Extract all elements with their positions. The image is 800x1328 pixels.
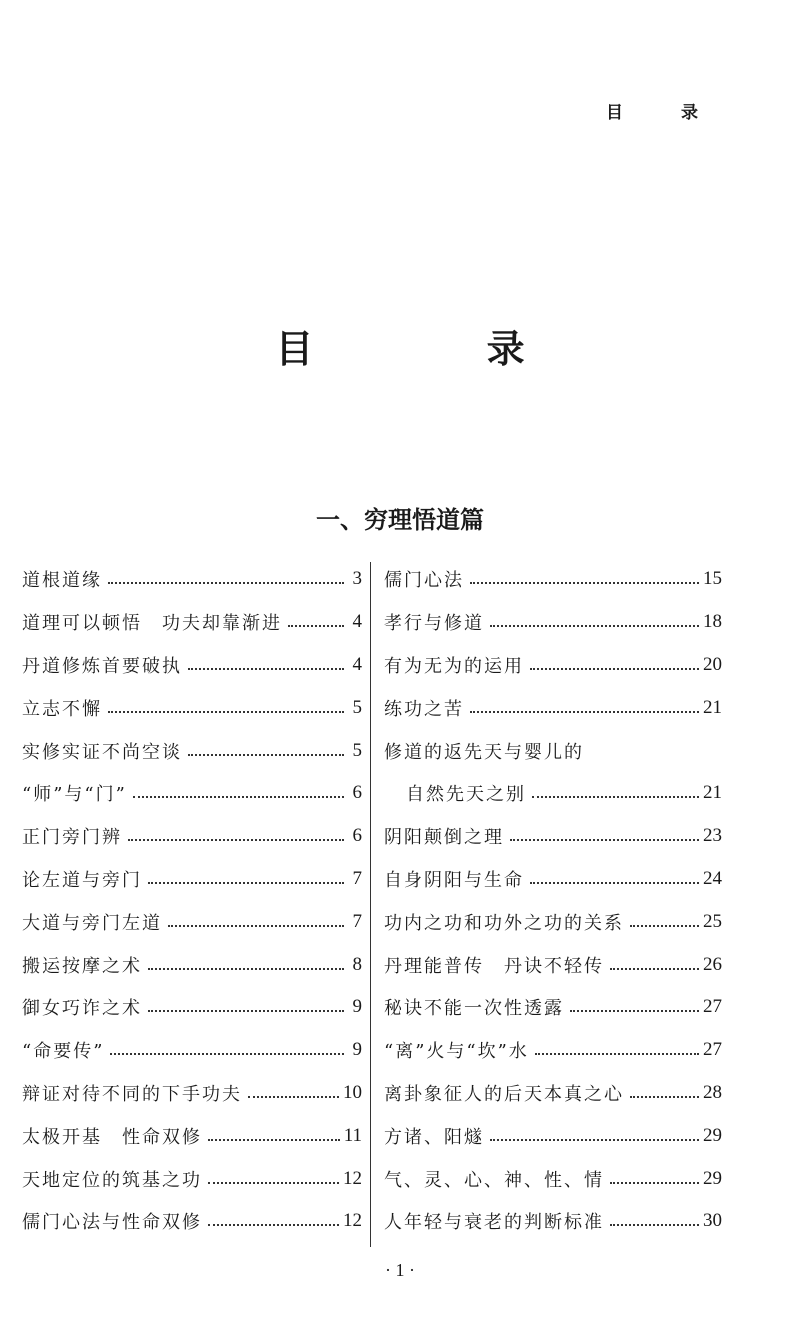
toc-entry[interactable]: [384, 558, 722, 601]
toc-entry-title: 离卦象征人的后天本真之心: [384, 1083, 624, 1105]
toc-entry[interactable]: [22, 900, 362, 943]
toc-entry-page: 28: [703, 1081, 722, 1103]
toc-entry-title: 论左道与旁门: [22, 869, 142, 891]
toc-entry-page: 30: [703, 1210, 722, 1232]
toc-entry-page: 4: [352, 653, 362, 675]
toc-entry-page: 4: [352, 611, 362, 633]
toc-entry[interactable]: [384, 858, 722, 901]
toc-entry-title: 自然先天之别: [406, 784, 526, 806]
toc-entry-title: 天地定位的筑基之功: [22, 1169, 202, 1191]
toc-entry[interactable]: [22, 772, 362, 815]
toc-entry-continuation[interactable]: [384, 772, 722, 815]
dot-leader: [208, 1139, 340, 1141]
toc-entry[interactable]: [384, 1114, 722, 1157]
dot-leader: [108, 582, 344, 584]
toc-entry[interactable]: [22, 686, 362, 729]
toc-entry-page: 25: [703, 910, 722, 932]
toc-entry[interactable]: [384, 729, 722, 772]
toc-entry-page: 11: [343, 1124, 362, 1146]
dot-leader: [148, 882, 344, 884]
toc-entry-title: 儒门心法: [384, 570, 464, 592]
toc-entry-page: 29: [703, 1124, 722, 1146]
toc-entry-title: 辩证对待不同的下手功夫: [22, 1083, 242, 1105]
toc-entry[interactable]: [22, 729, 362, 772]
page-title: 目 录: [275, 327, 605, 371]
toc-entry-page: 21: [703, 782, 722, 804]
toc-entry-title: 有为无为的运用: [384, 655, 524, 677]
dot-leader: [108, 711, 344, 713]
running-header: 目 录: [606, 103, 724, 123]
toc-entry[interactable]: [22, 1114, 362, 1157]
dot-leader: [470, 582, 699, 584]
dot-leader: [128, 839, 344, 841]
dot-leader: [630, 1096, 699, 1098]
toc-entry[interactable]: [384, 644, 722, 687]
dot-leader: [532, 796, 699, 798]
dot-leader: [490, 625, 699, 627]
toc-entry[interactable]: [22, 644, 362, 687]
toc-entry-page: 15: [703, 568, 722, 590]
table-of-contents: [22, 558, 722, 1248]
toc-entry-page: 7: [352, 867, 362, 889]
dot-leader: [248, 1096, 339, 1098]
toc-entry[interactable]: [22, 858, 362, 901]
toc-entry[interactable]: [22, 601, 362, 644]
dot-leader: [610, 1182, 699, 1184]
dot-leader: [168, 925, 344, 927]
dot-leader: [188, 668, 344, 670]
toc-entry-title: 大道与旁门左道: [22, 912, 162, 934]
toc-entry-page: 24: [703, 867, 722, 889]
toc-entry-page: 20: [703, 653, 722, 675]
toc-entry-page: 5: [352, 696, 362, 718]
dot-leader: [610, 968, 699, 970]
dot-leader: [288, 625, 344, 627]
section-title: 一、穷理悟道篇: [316, 506, 484, 534]
toc-entry-title: “师”与“门”: [22, 784, 127, 806]
toc-entry[interactable]: [384, 986, 722, 1029]
toc-entry-title: 人年轻与衰老的判断标准: [384, 1212, 604, 1234]
toc-entry-title: 气、灵、心、神、性、情: [384, 1169, 604, 1191]
dot-leader: [470, 711, 699, 713]
toc-left-column: [22, 558, 362, 1243]
toc-entry-title: 方诸、阳燧: [384, 1126, 484, 1148]
dot-leader: [208, 1182, 339, 1184]
dot-leader: [510, 839, 699, 841]
toc-entry-title: 自身阴阳与生命: [384, 869, 524, 891]
toc-entry-page: 3: [352, 568, 362, 590]
toc-entry-title: 练功之苦: [384, 698, 464, 720]
toc-entry-title: 太极开基 性命双修: [22, 1126, 202, 1148]
toc-entry-title: 儒门心法与性命双修: [22, 1212, 202, 1234]
toc-entry-title: 实修实证不尚空谈: [22, 741, 182, 763]
toc-entry-page: 6: [352, 825, 362, 847]
toc-entry-title: 道根道缘: [22, 570, 102, 592]
toc-entry[interactable]: [384, 601, 722, 644]
toc-entry[interactable]: [384, 815, 722, 858]
toc-entry-page: 27: [703, 1039, 722, 1061]
toc-entry[interactable]: [22, 558, 362, 601]
dot-leader: [148, 968, 344, 970]
toc-entry-page: 8: [352, 953, 362, 975]
dot-leader: [535, 1053, 699, 1055]
dot-leader: [490, 1139, 699, 1141]
toc-entry[interactable]: [22, 1200, 362, 1243]
toc-entry[interactable]: [22, 986, 362, 1029]
toc-entry[interactable]: [22, 943, 362, 986]
dot-leader: [530, 668, 699, 670]
dot-leader: [530, 882, 699, 884]
toc-entry-title: 孝行与修道: [384, 613, 484, 635]
toc-entry-page: 9: [352, 1039, 362, 1061]
toc-entry-page: 6: [352, 782, 362, 804]
toc-entry-title: 御女巧诈之术: [22, 998, 142, 1020]
column-divider: [370, 562, 371, 1247]
toc-entry-page: 9: [352, 996, 362, 1018]
toc-entry-page: 21: [703, 696, 722, 718]
toc-entry-title: 丹道修炼首要破执: [22, 655, 182, 677]
dot-leader: [630, 925, 699, 927]
toc-entry-page: 27: [703, 996, 722, 1018]
toc-entry[interactable]: [384, 686, 722, 729]
toc-entry[interactable]: [384, 1200, 722, 1243]
toc-entry-page: 12: [343, 1167, 362, 1189]
toc-entry[interactable]: [22, 1157, 362, 1200]
dot-leader: [570, 1010, 699, 1012]
dot-leader: [208, 1224, 339, 1226]
toc-entry-title: 立志不懈: [22, 698, 102, 720]
toc-entry[interactable]: [22, 815, 362, 858]
toc-entry-title: “命要传”: [22, 1041, 105, 1063]
dot-leader: [148, 1010, 344, 1012]
toc-entry-page: 10: [343, 1081, 362, 1103]
toc-entry-title: 丹理能普传 丹诀不轻传: [384, 955, 604, 977]
dot-leader: [133, 796, 344, 798]
toc-entry-title: 秘诀不能一次性透露: [384, 998, 564, 1020]
toc-entry[interactable]: [384, 900, 722, 943]
toc-entry-page: 26: [703, 953, 722, 975]
toc-entry-page: 12: [343, 1210, 362, 1232]
toc-entry-page: 18: [703, 611, 722, 633]
toc-entry[interactable]: [384, 1029, 722, 1072]
page-number: · 1 ·: [385, 1260, 415, 1280]
dot-leader: [188, 754, 344, 756]
toc-entry-title: 阴阳颠倒之理: [384, 827, 504, 849]
dot-leader: [610, 1224, 699, 1226]
toc-entry-page: 29: [703, 1167, 722, 1189]
toc-entry-title: 搬运按摩之术: [22, 955, 142, 977]
toc-entry-title: “离”火与“坎”水: [384, 1041, 529, 1063]
toc-entry-page: 7: [352, 910, 362, 932]
toc-entry[interactable]: [384, 1072, 722, 1115]
toc-entry-title: 道理可以顿悟 功夫却靠渐进: [22, 613, 282, 635]
toc-entry[interactable]: [384, 943, 722, 986]
toc-entry-page: 23: [703, 825, 722, 847]
toc-right-column: [384, 558, 722, 1243]
toc-entry[interactable]: [22, 1072, 362, 1115]
toc-entry-title: 功内之功和功外之功的关系: [384, 912, 624, 934]
toc-entry-page: 5: [352, 739, 362, 761]
toc-entry[interactable]: [22, 1029, 362, 1072]
toc-entry-title: 修道的返先天与婴儿的: [384, 741, 584, 763]
dot-leader: [110, 1053, 344, 1055]
toc-entry-title: 正门旁门辨: [22, 827, 122, 849]
toc-entry[interactable]: [384, 1157, 722, 1200]
